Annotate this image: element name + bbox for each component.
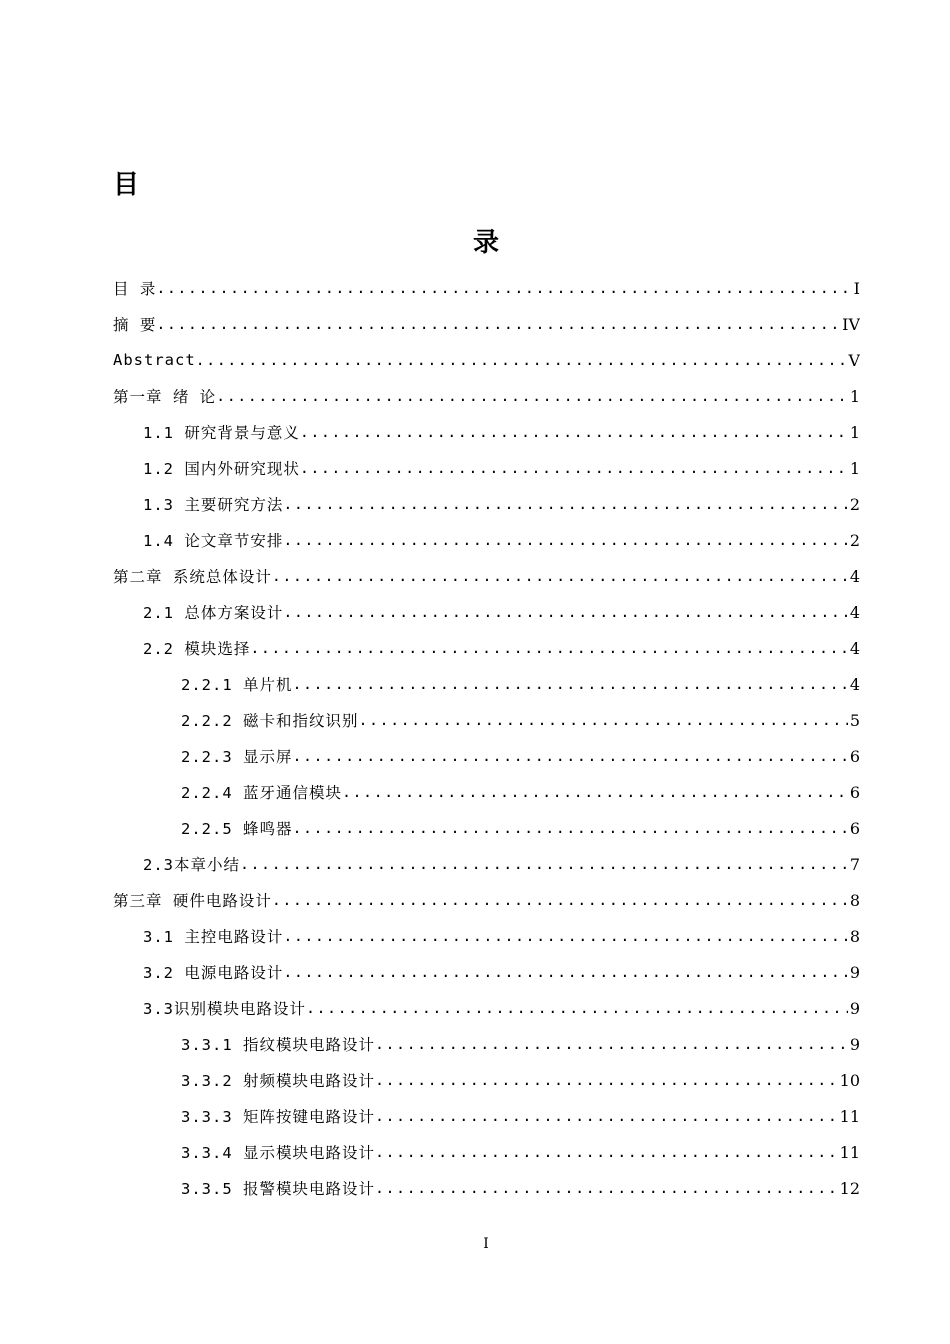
toc-dot-leader [283, 531, 847, 549]
table-of-contents [113, 270, 860, 1206]
toc-dot-leader [306, 999, 848, 1017]
toc-entry-page: 9 [849, 962, 860, 982]
toc-entry-page: I [853, 278, 860, 298]
toc-entry-title: 3.3.1 指纹模块电路设计 [181, 1036, 375, 1054]
toc-entry[interactable] [113, 738, 860, 774]
toc-entry-page: IV [842, 314, 860, 334]
toc-entry[interactable] [113, 378, 860, 414]
toc-dot-leader [272, 891, 848, 909]
toc-entry-page: 8 [849, 926, 860, 946]
toc-entry[interactable] [113, 414, 860, 450]
toc-entry-title: 2.2.5 蜂鸣器 [181, 820, 293, 838]
toc-entry-title: 1.1 研究背景与意义 [143, 424, 300, 442]
toc-entry-title: 1.4 论文章节安排 [143, 532, 284, 550]
toc-dot-leader [300, 423, 848, 441]
toc-entry[interactable] [113, 1098, 860, 1134]
toc-entry-page: 5 [849, 710, 860, 730]
toc-entry-page: 8 [849, 890, 860, 910]
toc-entry-page: 4 [849, 674, 860, 694]
toc-entry-page: 11 [839, 1106, 860, 1126]
toc-entry-title: 3.3.5 报警模块电路设计 [181, 1180, 375, 1198]
toc-entry-title: 3.1 主控电路设计 [143, 928, 284, 946]
toc-entry-title: 3.3.4 显示模块电路设计 [181, 1144, 375, 1162]
toc-entry[interactable] [113, 342, 860, 378]
toc-entry[interactable] [113, 1170, 860, 1206]
toc-entry[interactable] [113, 450, 860, 486]
toc-entry-title: 3.3.2 射频模块电路设计 [181, 1072, 375, 1090]
toc-entry-page: 7 [849, 854, 860, 874]
toc-entry[interactable] [113, 1026, 860, 1062]
toc-entry[interactable] [113, 1134, 860, 1170]
toc-dot-leader [375, 1107, 838, 1125]
toc-entry-title: 1.2 国内外研究现状 [143, 460, 300, 478]
toc-entry[interactable] [113, 702, 860, 738]
toc-dot-leader [283, 603, 847, 621]
toc-entry[interactable] [113, 918, 860, 954]
toc-entry[interactable] [113, 990, 860, 1026]
toc-entry-title: 2.3本章小结 [143, 856, 240, 874]
toc-entry[interactable] [113, 810, 860, 846]
toc-dot-leader [283, 963, 847, 981]
toc-entry-page: 4 [849, 602, 860, 622]
toc-entry[interactable] [113, 882, 860, 918]
toc-entry-page: 10 [839, 1070, 860, 1090]
toc-entry-page: 6 [849, 782, 860, 802]
toc-entry-page: 2 [849, 494, 860, 514]
page-number: I [483, 1236, 489, 1252]
toc-entry[interactable] [113, 486, 860, 522]
toc-entry-page: 6 [849, 818, 860, 838]
toc-entry-page: 6 [849, 746, 860, 766]
toc-entry-title: 第二章 系统总体设计 [113, 568, 272, 586]
toc-entry-page: 9 [849, 998, 860, 1018]
toc-entry-title: 目 录 [113, 280, 157, 298]
toc-entry[interactable] [113, 630, 860, 666]
toc-dot-leader [300, 459, 848, 477]
toc-entry-page: 11 [839, 1142, 860, 1162]
toc-entry[interactable] [113, 522, 860, 558]
toc-entry-title: 3.3识别模块电路设计 [143, 1000, 306, 1018]
toc-entry-title: 2.2.4 蓝牙通信模块 [181, 784, 342, 802]
toc-dot-leader [283, 927, 847, 945]
toc-dot-leader [375, 1143, 838, 1161]
toc-entry-page: 9 [849, 1034, 860, 1054]
toc-entry[interactable] [113, 1062, 860, 1098]
toc-entry-title: 3.2 电源电路设计 [143, 964, 284, 982]
toc-dot-leader [293, 819, 848, 837]
toc-entry-title: 2.2.2 磁卡和指纹识别 [181, 712, 359, 730]
toc-entry-page: 12 [839, 1178, 860, 1198]
toc-dot-leader [375, 1071, 838, 1089]
toc-entry[interactable] [113, 774, 860, 810]
toc-dot-leader [293, 675, 848, 693]
toc-entry[interactable] [113, 594, 860, 630]
toc-dot-leader [359, 711, 848, 729]
toc-entry[interactable] [113, 954, 860, 990]
toc-entry-page: V [848, 350, 860, 370]
toc-entry-page: 1 [849, 458, 860, 478]
toc-dot-leader [283, 495, 847, 513]
toc-dot-leader [156, 279, 851, 297]
toc-entry-title: 第三章 硬件电路设计 [113, 892, 272, 910]
toc-entry-page: 1 [849, 422, 860, 442]
toc-dot-leader [342, 783, 848, 801]
toc-entry-title: 1.3 主要研究方法 [143, 496, 284, 514]
toc-entry-page: 4 [849, 638, 860, 658]
toc-entry-title: 3.3.3 矩阵按键电路设计 [181, 1108, 375, 1126]
toc-entry-title: 第一章 绪 论 [113, 388, 217, 406]
toc-entry-title: 2.2 模块选择 [143, 640, 251, 658]
toc-dot-leader [156, 315, 840, 333]
toc-entry[interactable] [113, 558, 860, 594]
toc-dot-leader [375, 1179, 838, 1197]
toc-dot-leader [196, 351, 847, 369]
toc-dot-leader [375, 1035, 848, 1053]
toc-entry[interactable] [113, 846, 860, 882]
toc-dot-leader [293, 747, 848, 765]
toc-entry[interactable] [113, 270, 860, 306]
toc-entry-title: Abstract [113, 351, 196, 369]
toc-entry-page: 4 [849, 566, 860, 586]
toc-entry[interactable] [113, 666, 860, 702]
toc-entry-title: 摘 要 [113, 316, 157, 334]
toc-dot-leader [240, 855, 848, 873]
toc-entry[interactable] [113, 306, 860, 342]
toc-heading-part2: 录 [472, 228, 499, 258]
toc-dot-leader [216, 387, 848, 405]
toc-entry-title: 2.2.1 单片机 [181, 676, 293, 694]
toc-entry-page: 2 [849, 530, 860, 550]
toc-heading-part1: 目 [113, 170, 140, 200]
toc-entry-title: 2.1 总体方案设计 [143, 604, 284, 622]
toc-entry-page: 1 [849, 386, 860, 406]
toc-dot-leader [272, 567, 848, 585]
toc-entry-title: 2.2.3 显示屏 [181, 748, 293, 766]
toc-dot-leader [250, 639, 847, 657]
